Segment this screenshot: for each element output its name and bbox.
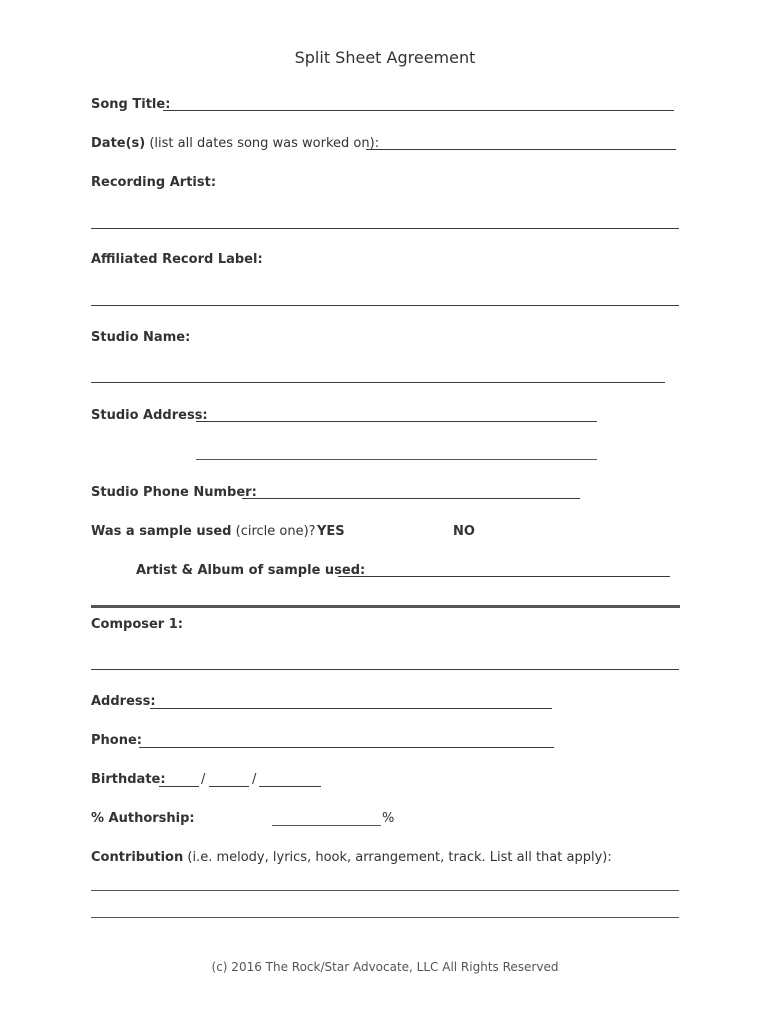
recording-artist-label <box>91 175 216 190</box>
composer-label <box>91 617 183 632</box>
studio-address-text: Studio Address: <box>91 408 208 423</box>
dates-label-text: Date(s) <box>91 136 146 151</box>
page-title: Split Sheet Agreement <box>294 48 476 67</box>
studio-address-field-1[interactable] <box>196 421 597 422</box>
birthdate-label <box>91 772 166 787</box>
sample-question <box>91 524 316 539</box>
record-label-text: Affiliated Record Label: <box>91 252 263 267</box>
contribution-label <box>91 850 612 865</box>
birth-year-field[interactable] <box>259 786 321 787</box>
composer-address-label <box>91 694 156 709</box>
song-title-field[interactable] <box>163 110 674 111</box>
record-label-field[interactable] <box>91 305 679 306</box>
sample-artist-text: Artist & Album of sample used: <box>136 563 366 578</box>
authorship-label <box>91 811 195 826</box>
studio-phone-field[interactable] <box>242 498 580 499</box>
birthdate-slash-1: / <box>201 772 206 787</box>
song-title-label <box>91 97 170 112</box>
record-label-label <box>91 252 263 267</box>
composer-text: Composer 1: <box>91 617 183 632</box>
studio-name-field[interactable] <box>91 382 665 383</box>
birthdate-slash-2: / <box>252 772 257 787</box>
authorship-text: % Authorship: <box>91 811 195 826</box>
contribution-field-1[interactable] <box>91 890 679 891</box>
studio-address-label <box>91 408 208 423</box>
studio-name-label <box>91 330 190 345</box>
composer-phone-text: Phone: <box>91 733 142 748</box>
studio-address-field-2[interactable] <box>196 459 597 460</box>
dates-field[interactable] <box>366 149 676 150</box>
birthdate-text: Birthdate: <box>91 772 166 787</box>
birth-day-field[interactable] <box>209 786 249 787</box>
authorship-percent: % <box>382 811 395 826</box>
studio-phone-text: Studio Phone Number: <box>91 485 257 500</box>
contribution-field-2[interactable] <box>91 917 679 918</box>
sample-no-option[interactable] <box>453 524 475 539</box>
recording-artist-field[interactable] <box>91 228 679 229</box>
composer-address-field[interactable] <box>150 708 552 709</box>
copyright-footer: (c) 2016 The Rock/Star Advocate, LLC All Rights Reserved <box>211 960 559 974</box>
sample-artist-label <box>136 563 365 578</box>
sample-artist-field[interactable] <box>338 576 670 577</box>
birth-month-field[interactable] <box>159 786 199 787</box>
section-divider <box>91 605 680 608</box>
studio-name-text: Studio Name: <box>91 330 191 345</box>
dates-label <box>91 136 379 151</box>
contribution-hint: (i.e. melody, lyrics, hook, arrangement, track. List all that apply): <box>187 850 612 865</box>
sample-yes-text: YES <box>317 524 345 539</box>
composer-address-text: Address: <box>91 694 156 709</box>
dates-hint: (list all dates song was worked on): <box>149 136 380 151</box>
sample-yes-option[interactable] <box>317 524 345 539</box>
recording-artist-text: Recording Artist: <box>91 175 217 190</box>
composer-phone-label <box>91 733 142 748</box>
sample-no-text: NO <box>453 524 475 539</box>
composer-phone-field[interactable] <box>139 747 554 748</box>
authorship-field[interactable] <box>272 825 381 826</box>
sample-hint: (circle one)? <box>235 524 316 539</box>
studio-phone-label <box>91 485 257 500</box>
sample-label: Was a sample used <box>91 524 232 539</box>
composer-name-field[interactable] <box>91 669 679 670</box>
song-title-text: Song Title: <box>91 97 171 112</box>
contribution-text: Contribution <box>91 850 184 865</box>
